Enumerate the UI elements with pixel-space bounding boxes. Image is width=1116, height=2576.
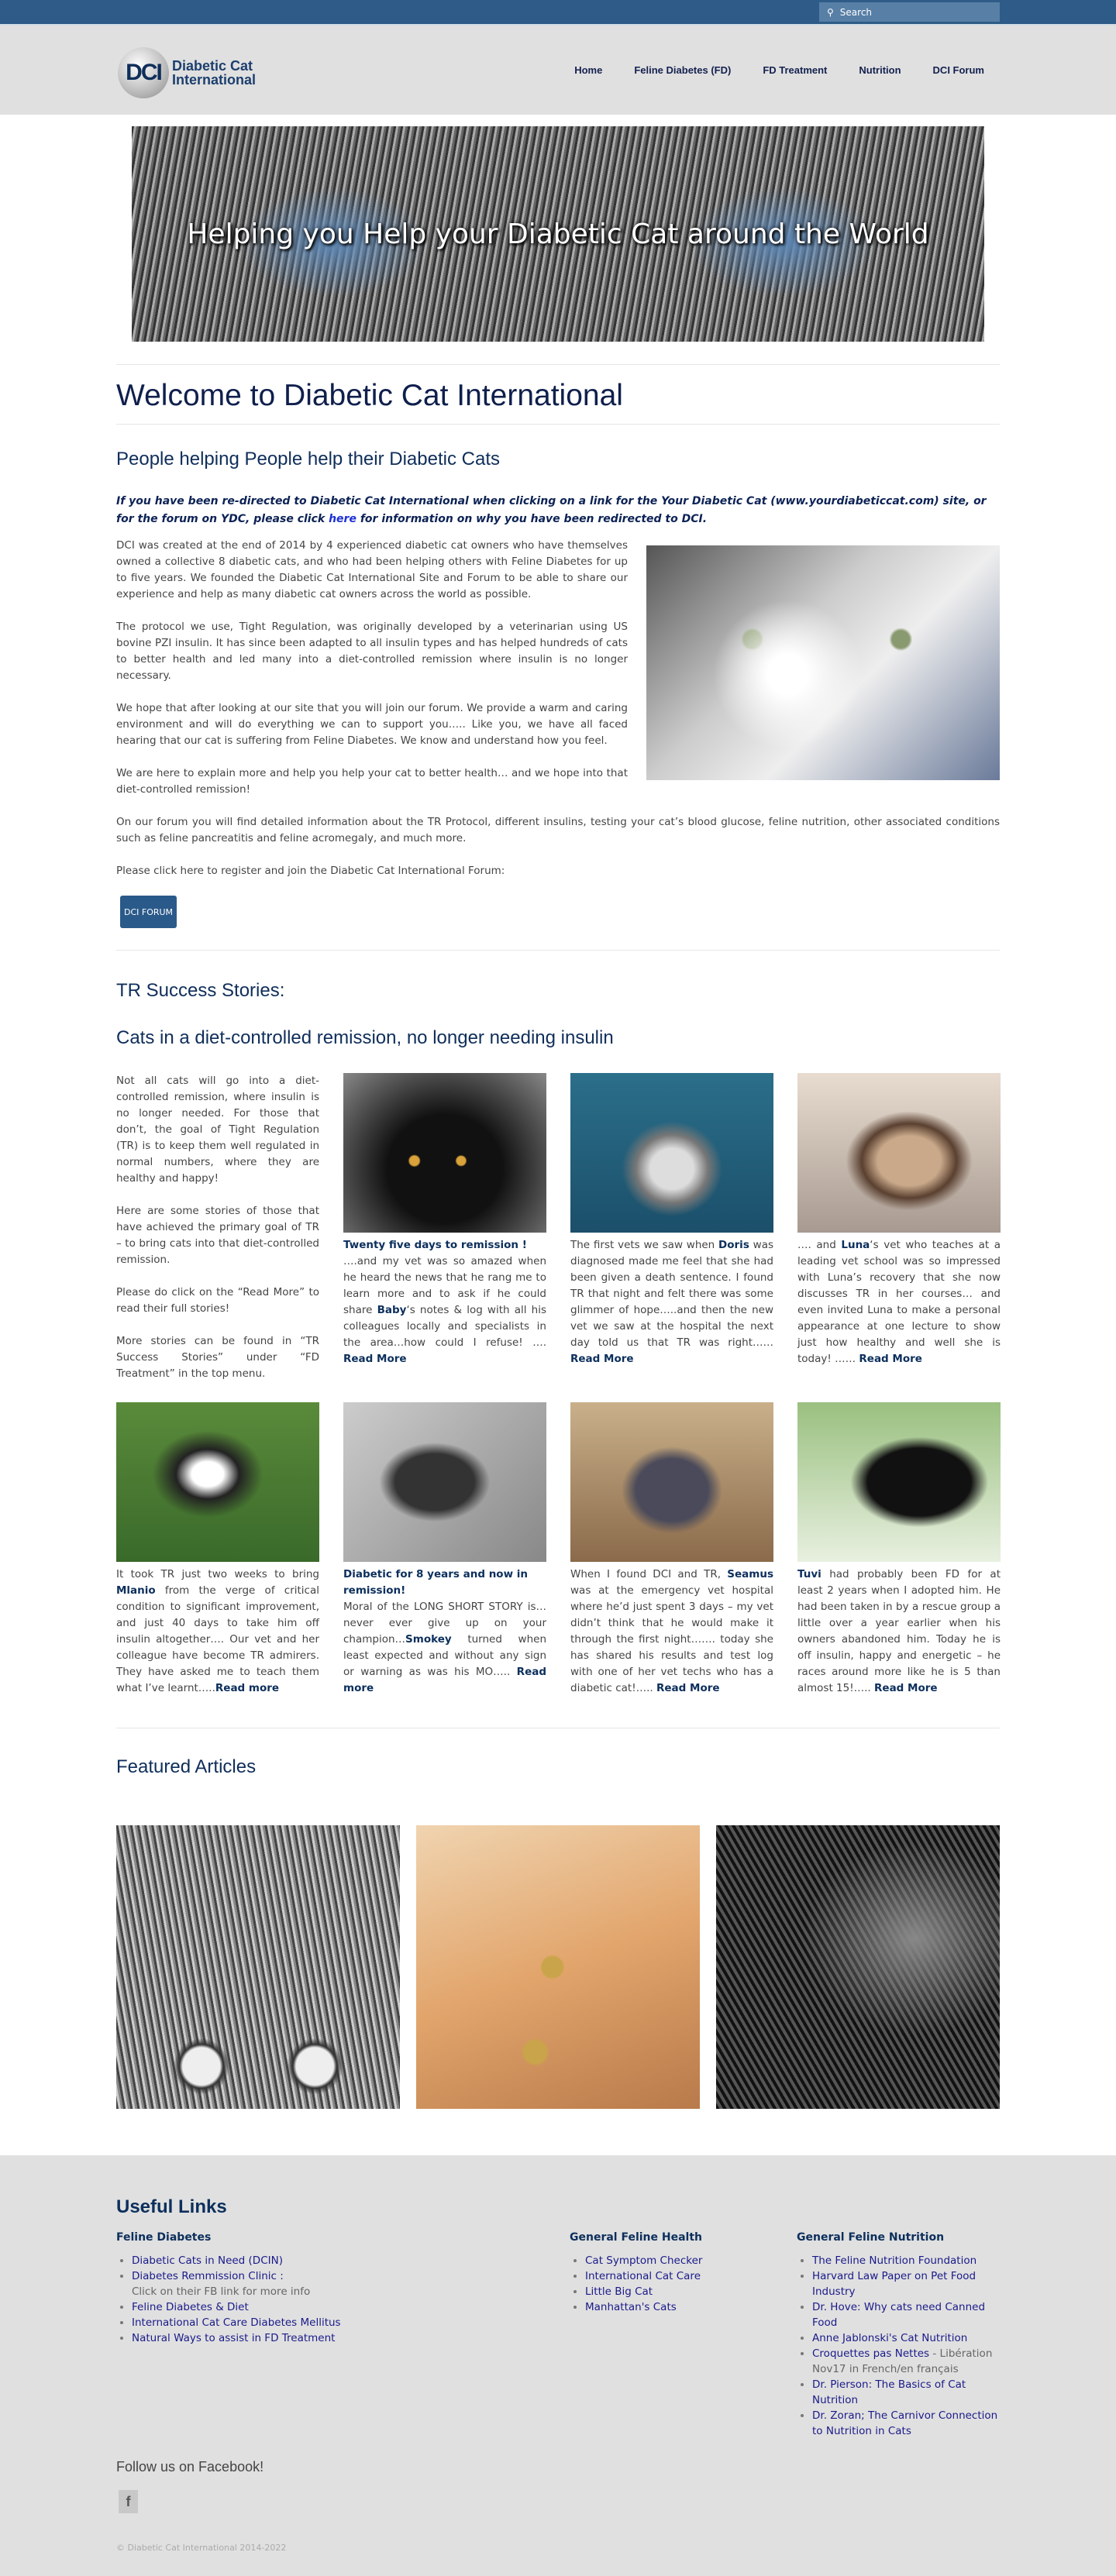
site-header [0,24,1116,115]
cat-photo[interactable] [797,1073,1001,1233]
stories-heading: TR Success Stories: [116,980,285,1001]
story-body [570,1237,773,1367]
paragraph: We are here to explain more and help you help your cat to better health… and we hope into that diet-controlled remission! [116,767,628,796]
footer-link-item [812,2268,1000,2299]
page-title: Welcome to Diabetic Cat International [116,379,623,412]
story-title[interactable]: Twenty five days to remission ! [343,1239,527,1251]
cat-photo[interactable] [570,1073,773,1233]
top-bar [0,0,1116,24]
footer-column-title: General Feline Nutrition [797,2231,945,2244]
paragraph: Here are some stories of those that have achieved the primary goal of TR – to bring cats into that diet-controlled remission. [116,1205,319,1266]
footer-link[interactable]: Feline Diabetes & Diet [132,2301,249,2313]
story-text: …. and [797,1239,842,1251]
cat-name: Tuvi [797,1568,822,1580]
notice-text: If you have been re-directed to Diabetic Cat International when clicking on a link for the Your Diabetic Cat (www.yourdiabeticcat.com) site, or for the forum on YDC, please click [116,495,987,525]
footer-link[interactable]: Dr. Pierson: The Basics of Cat Nutrition [812,2378,966,2406]
footer-link-list [570,2253,771,2315]
featured-heading: Featured Articles [116,1756,257,1777]
footer-link-item [812,2330,1000,2346]
story-text: The first vets we saw when [570,1239,719,1251]
nav-fd-treatment[interactable]: FD Treatment [763,64,828,76]
divider [116,950,1000,951]
footer-link-item [132,2315,349,2330]
footer-link[interactable]: International Cat Care Diabetes Mellitus [132,2316,341,2329]
footer-link[interactable]: Dr. Hove: Why cats need Canned Food [812,2301,986,2329]
footer-link[interactable]: Croquettes pas Nettes [812,2347,930,2360]
footer-link[interactable]: International Cat Care [585,2270,701,2282]
search-input[interactable] [819,2,1000,22]
story-title[interactable]: Diabetic for 8 years and now in remission! [343,1568,528,1597]
nav-feline-diabetes[interactable]: Feline Diabetes (FD) [634,64,732,76]
search-icon: ⚲ [827,6,834,18]
story-text: Moral of the LONG SHORT STORY is…never ever give up on your champion… [343,1601,546,1646]
cat-photo[interactable] [343,1073,546,1233]
footer-link[interactable]: Dr. Zoran; The Carnivor Connection to Nutrition in Cats [812,2409,998,2437]
story-text: ‘s vet who teaches at a leading vet school was so impressed with Luna’s recovery that she now discusses TR in her courses… and even invited Luna to make a personal appearance at one lecture to show just how healthy and well she is today! …… [797,1239,1001,1365]
featured-article-image[interactable] [716,1825,1000,2109]
dci-forum-button[interactable]: DCI FORUM [120,896,177,928]
cat-photo[interactable] [343,1402,546,1562]
featured-article-image[interactable] [416,1825,700,2109]
cat-photo[interactable] [116,1402,319,1562]
footer-column-title: Feline Diabetes [116,2231,212,2244]
read-more-link[interactable]: Read More [656,1682,720,1694]
story-body [797,1567,1001,1697]
featured-article-image[interactable] [116,1825,400,2109]
link-note: - Libération Nov17 in French/en français [812,2347,993,2375]
paragraph: Not all cats will go into a diet-controlled remission, where insulin is no longer needed. For those that don’t, the goal of Tight Regulation (TR) is to keep them well regulated in normal numbers, where they are healthy and happy! [116,1075,319,1185]
footer-heading: Useful Links [116,2196,227,2217]
story-text: had probably been FD for at least 2 years when I adopted him. He had been taken in by a rescue group a little over a year earlier when his owners abandoned him. Today he is off insulin, happy and energetic – he races around more like he is 5 than almost 15!….. [797,1568,1001,1694]
footer-link-list [797,2253,1000,2439]
footer-link-item [585,2284,771,2299]
stories-subheading: Cats in a diet-controlled remission, no longer needing insulin [116,1027,614,1048]
story-text: When I found DCI and TR, [570,1568,728,1580]
read-more-link[interactable]: Read More [874,1682,938,1694]
footer-link-item [812,2377,1000,2408]
footer-link[interactable]: Manhattan's Cats [585,2301,677,2313]
story-text: turned when least expected and without any sign or warning as was his MO….. [343,1633,546,1678]
footer-link-item [585,2268,771,2284]
nav-dci-forum[interactable]: DCI Forum [932,64,984,76]
paragraph: DCI was created at the end of 2014 by 4 experienced diabetic cat owners who have themselves owned a collective 8 diabetic cats, and who had been helping others with Feline Diabetes for up to five years. We founded the Diabetic Cat International Site and Forum to be able to share our experience and help as many diabetic cat owners across the world as possible. [116,539,628,600]
facebook-icon[interactable]: f [119,2490,138,2513]
footer-link[interactable]: Diabetes Remmission Clinic : [132,2270,284,2282]
main-nav [574,64,984,76]
footer-link[interactable]: Diabetic Cats in Need (DCIN) [132,2254,283,2267]
logo-line1: Diabetic Cat [172,58,253,74]
cat-name: Smokey [405,1633,452,1646]
footer-link-item [132,2330,349,2346]
footer-link[interactable]: Natural Ways to assist in FD Treatment [132,2332,336,2344]
redirect-info-link[interactable]: here [329,513,356,525]
footer-link-item [132,2299,349,2315]
stories-intro [116,1073,319,1382]
link-note: Click on their FB link for more info [132,2285,311,2298]
cat-name: Mlanio [116,1584,156,1597]
footer-link[interactable]: Cat Symptom Checker [585,2254,703,2267]
read-more-link[interactable]: Read more [215,1682,280,1694]
paragraph: Please click here to register and join the Diabetic Cat International Forum: [116,865,505,877]
story-card [570,1402,773,1697]
footer [0,2155,1116,2576]
paragraph: The protocol we use, Tight Regulation, was originally developed by a veterinarian using US bovine PZI insulin. It has since been adapted to all insulin types and has helped hundreds of cats to better health and led many into a diet-controlled remission where insulin is no longer necessary. [116,621,628,682]
banner-text: Helping you Help your Diabetic Cat around the World [187,218,929,250]
notice-text: for information on why you have been redirected to DCI. [356,513,708,525]
story-text: It took TR just two weeks to bring [116,1568,319,1580]
footer-link-item [812,2346,1000,2377]
cat-photo[interactable] [570,1402,773,1562]
story-text: from the verge of critical condition to significant improvement, and just 40 days to take him off insulin altogether…. Our vet and her colleague have become TR admirers. They have asked me to teach them what I’ve learnt….. [116,1584,319,1694]
story-body [343,1237,546,1367]
story-body [570,1567,773,1697]
footer-link-item [812,2299,1000,2330]
footer-link-item [132,2268,349,2299]
nav-home[interactable]: Home [574,64,603,76]
cat-photo [646,545,1000,780]
footer-link-item [585,2253,771,2268]
read-more-link[interactable]: Read More [859,1353,922,1365]
footer-link[interactable]: Anne Jablonski's Cat Nutrition [812,2332,968,2344]
footer-column-title: General Feline Health [570,2231,703,2244]
footer-link-list [116,2253,349,2346]
nav-nutrition[interactable]: Nutrition [859,64,901,76]
stories-grid [116,1073,1000,1697]
paragraph: More stories can be found in “TR Success Stories” under “FD Treatment” in the top menu. [116,1335,319,1380]
read-more-link[interactable]: Read More [343,1353,407,1365]
paragraph: On our forum you will find detailed information about the TR Protocol, different insulins, testing your cat’s blood glucose, feline nutrition, other associated conditions such as feline pancreatitis and feline acromegaly, and much more. [116,816,1000,844]
cat-name: Seamus [727,1568,773,1580]
footer-link[interactable]: Little Big Cat [585,2285,653,2298]
story-text: was at the emergency vet hospital where he’d just spent 3 days – my vet didn’t think that he would make it through the first night……. today she has shared his results and test log with one of her vet techs who has a diabetic cat!….. [570,1584,773,1694]
divider [116,424,1000,425]
read-more-link[interactable]: Read more [343,1666,546,1694]
footer-link-item [812,2408,1000,2439]
hero-banner [132,126,984,342]
story-card [116,1402,319,1697]
footer-link-item [585,2299,771,2315]
read-more-link[interactable]: Read More [570,1353,634,1365]
story-card [797,1073,1001,1382]
story-text: ‘s notes & log with all his colleagues locally and specialists in the area…how could I refuse! …. [343,1304,546,1349]
logo-line2: International [172,72,257,88]
story-card [343,1402,546,1697]
logo-emblem: DCI [118,47,169,98]
follow-facebook-text: Follow us on Facebook! [116,2459,264,2475]
footer-link-item [812,2253,1000,2268]
cat-name: Doris [718,1239,749,1251]
story-body [116,1567,319,1697]
story-body [343,1567,546,1697]
story-text: was diagnosed made me feel that she had been given a death sentence. I found TR that night and felt there was some glimmer of hope…..and then the new vet we saw at the hospital the next day told us that TR was right…… [570,1239,774,1349]
story-text: ….and my vet was so amazed when he heard the news that he rang me to learn more and to ask if he could share [343,1255,546,1316]
footer-link[interactable]: The Feline Nutrition Foundation [812,2254,977,2267]
featured-articles [116,1825,1000,2109]
footer-columns [116,2230,1000,2439]
footer-link[interactable]: Harvard Law Paper on Pet Food Industry [812,2270,976,2298]
footer-column-general-health [570,2230,797,2439]
site-logo[interactable] [118,47,256,98]
section-subtitle: People helping People help their Diabetic Cats [116,449,500,469]
divider [116,364,1000,365]
footer-column-nutrition [797,2230,1000,2439]
cat-name: Baby [377,1304,407,1316]
paragraph: Please do click on the “Read More” to read their full stories! [116,1286,319,1315]
cat-photo[interactable] [797,1402,1001,1562]
story-card [797,1402,1001,1697]
story-card [343,1073,546,1382]
about-text [116,538,1000,879]
footer-link-item [132,2253,349,2268]
redirect-notice [116,493,1000,528]
paragraph: We hope that after looking at our site that you will join our forum. We provide a warm and caring environment and will do everything we can to support you….. Like you, we have all faced hearing that our cat is suffering from Feline Diabetes. We know and understand how you feel. [116,702,628,747]
story-card [570,1073,773,1382]
copyright: © Diabetic Cat International 2014-2022 [116,2543,287,2553]
footer-column-feline-diabetes [116,2230,570,2439]
story-body [797,1237,1001,1367]
cat-name: Luna [841,1239,870,1251]
search-placeholder: Search [839,6,873,18]
